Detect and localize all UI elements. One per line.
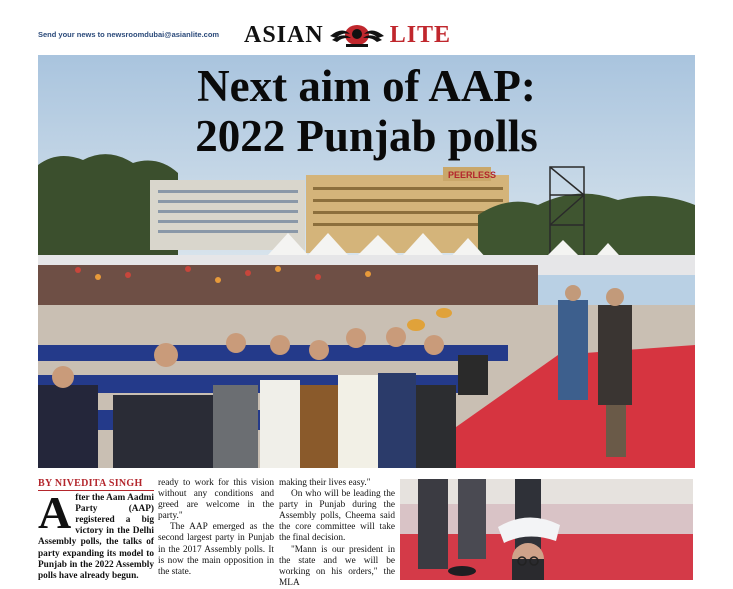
headline-line-2: 2022 Punjab polls xyxy=(195,111,538,161)
col3-para-1: making their lives easy." xyxy=(279,478,371,488)
col2-para-1: ready to work for this vision without any conditions and greed are welcome in the party." xyxy=(158,478,274,522)
lion-emblem-icon xyxy=(328,22,386,48)
hero-photo xyxy=(38,55,695,468)
dropcap: A xyxy=(38,487,72,539)
child-in-cap-scene xyxy=(400,479,693,580)
masthead-word-left: ASIAN xyxy=(244,21,324,48)
secondary-photo xyxy=(400,479,693,580)
col3-para-2: On who will be leading the party in Punjab during the Assembly polls, Cheema said the core committee will take the final decision. xyxy=(279,489,395,544)
article-column-3 xyxy=(279,478,395,589)
masthead-logo xyxy=(244,20,476,50)
lead-paragraph xyxy=(38,487,154,582)
email-note: Send your news to newsroomdubai@asianlite.com xyxy=(38,30,220,39)
article-column-1 xyxy=(38,478,154,582)
col2-para-2: The AAP emerged as the second largest party in Punjab in the 2017 Assembly polls. It is now the main opposition in the state. xyxy=(158,522,274,577)
article-column-2 xyxy=(158,478,274,578)
lead-text: fter the Aam Aadmi Party (AAP) registered a big victory in the Delhi Assembly polls, the talks of party expanding its model to Punjab in the 2022 Assembly polls have already begun. xyxy=(38,493,154,581)
col3-para-3: "Mann is our president in the state and we will be working on his orders," the MLA xyxy=(279,544,395,588)
headline-line-1: Next aim of AAP: xyxy=(197,61,536,111)
masthead-word-right: LITE xyxy=(389,21,452,48)
headline xyxy=(38,61,695,161)
byline: BY NIVEDITA SINGH xyxy=(38,478,154,491)
building-sign: PEERLESS xyxy=(448,170,497,180)
